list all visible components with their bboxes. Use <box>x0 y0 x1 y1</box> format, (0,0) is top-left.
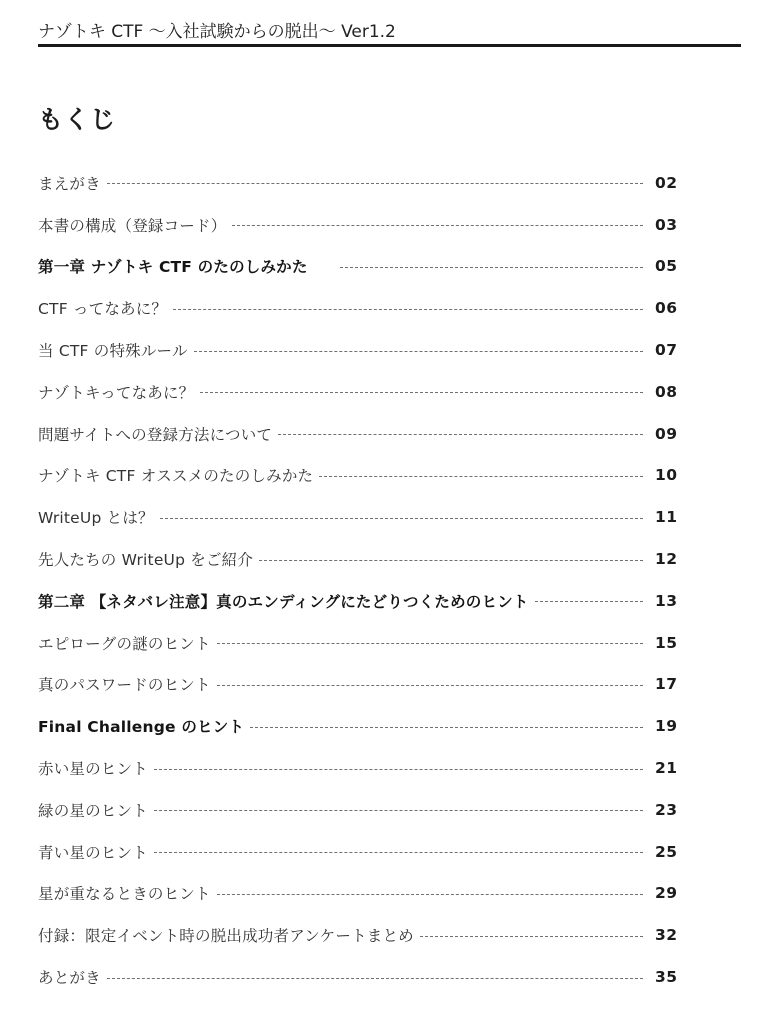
toc-entry[interactable] <box>38 455 683 497</box>
toc-entry-page-number: 25 <box>655 842 678 861</box>
toc-entry-page-number: 13 <box>655 591 678 610</box>
toc-leader-dots <box>535 601 643 602</box>
toc-leader-dots <box>154 769 643 770</box>
toc-heading: もくじ <box>38 105 117 134</box>
toc-entry-page-number: 12 <box>655 550 678 569</box>
toc-entry-label: 先人たちの WriteUp をご紹介 <box>38 551 254 570</box>
toc-entry[interactable] <box>38 789 683 831</box>
toc-entry-label: 当 CTF の特殊ルール <box>38 342 188 361</box>
toc-entry[interactable] <box>38 538 683 580</box>
toc-entry[interactable] <box>38 204 683 246</box>
toc-entry-page-number: 23 <box>655 800 678 819</box>
toc-leader-dots <box>154 810 643 811</box>
table-of-contents <box>38 162 683 998</box>
toc-leader-dots <box>232 225 643 226</box>
toc-entry[interactable] <box>38 747 683 789</box>
toc-entry-page-number: 03 <box>655 215 678 234</box>
toc-entry[interactable] <box>38 580 683 622</box>
toc-leader-dots <box>107 183 643 184</box>
toc-leader-dots <box>319 476 643 477</box>
toc-entry-page-number: 15 <box>655 633 678 652</box>
toc-entry-page-number: 09 <box>655 424 678 443</box>
toc-entry[interactable] <box>38 162 683 204</box>
toc-entry-label: あとがき <box>38 969 101 988</box>
toc-entry-page-number: 07 <box>655 341 678 360</box>
toc-entry[interactable] <box>38 914 683 956</box>
toc-leader-dots <box>217 894 643 895</box>
toc-entry-page-number: 10 <box>655 466 678 485</box>
toc-entry-label: エピローグの謎のヒント <box>38 634 211 653</box>
toc-entry-label: 第一章 ナゾトキ CTF のたのしみかた <box>38 258 308 277</box>
toc-leader-dots <box>160 518 643 519</box>
toc-entry-label: 問題サイトへの登録方法について <box>38 425 273 444</box>
toc-entry[interactable] <box>38 705 683 747</box>
toc-entry-label: 緑の星のヒント <box>38 801 148 820</box>
toc-entry[interactable] <box>38 664 683 706</box>
toc-entry[interactable] <box>38 329 683 371</box>
toc-entry[interactable] <box>38 371 683 413</box>
toc-entry[interactable] <box>38 496 683 538</box>
toc-entry-label: Final Challenge のヒント <box>38 718 245 737</box>
toc-leader-dots <box>340 267 643 268</box>
toc-leader-dots <box>200 392 643 393</box>
toc-entry[interactable] <box>38 413 683 455</box>
toc-entry-page-number: 21 <box>655 759 678 778</box>
toc-entry-page-number: 17 <box>655 675 678 694</box>
toc-entry-label: CTF ってなあに？ <box>38 300 168 319</box>
toc-entry-page-number: 05 <box>655 257 678 276</box>
toc-entry-label: WriteUp とは？ <box>38 509 154 528</box>
toc-leader-dots <box>173 309 643 310</box>
toc-leader-dots <box>259 560 643 561</box>
toc-entry[interactable] <box>38 831 683 873</box>
toc-entry-label: ナゾトキってなあに？ <box>38 383 195 402</box>
toc-leader-dots <box>420 936 643 937</box>
toc-entry-page-number: 35 <box>655 968 678 987</box>
toc-entry[interactable] <box>38 956 683 998</box>
toc-leader-dots <box>107 978 643 979</box>
toc-entry-page-number: 29 <box>655 884 678 903</box>
document-title: ナゾトキ CTF 〜入社試験からの脱出〜 Ver1.2 <box>38 22 396 42</box>
toc-leader-dots <box>194 351 643 352</box>
toc-entry[interactable] <box>38 287 683 329</box>
toc-entry-label: 星が重なるときのヒント <box>38 885 211 904</box>
toc-entry-label: 青い星のヒント <box>38 843 148 862</box>
toc-entry-page-number: 19 <box>655 717 678 736</box>
toc-entry[interactable] <box>38 873 683 915</box>
toc-entry-label: 付録：限定イベント時の脱出成功者アンケートまとめ <box>38 927 414 946</box>
toc-entry-label: 本書の構成（登録コード） <box>38 216 227 235</box>
toc-leader-dots <box>278 434 643 435</box>
toc-leader-dots <box>154 852 643 853</box>
toc-entry[interactable] <box>38 622 683 664</box>
toc-entry-label: 真のパスワードのヒント <box>38 676 211 695</box>
toc-leader-dots <box>217 685 643 686</box>
page-header <box>38 20 741 47</box>
toc-leader-dots <box>250 727 643 728</box>
toc-entry-label: まえがき <box>38 174 101 193</box>
toc-entry-page-number: 06 <box>655 299 678 318</box>
toc-entry-label: 第二章 【ネタバレ注意】真のエンディングにたどりつくためのヒント <box>38 592 529 611</box>
toc-entry-page-number: 32 <box>655 926 678 945</box>
toc-entry[interactable] <box>38 246 683 288</box>
toc-entry-page-number: 11 <box>655 508 678 527</box>
toc-entry-label: 赤い星のヒント <box>38 760 148 779</box>
toc-entry-label: ナゾトキ CTF オススメのたのしみかた <box>38 467 314 486</box>
toc-entry-page-number: 08 <box>655 382 678 401</box>
toc-entry-page-number: 02 <box>655 173 678 192</box>
toc-leader-dots <box>217 643 643 644</box>
